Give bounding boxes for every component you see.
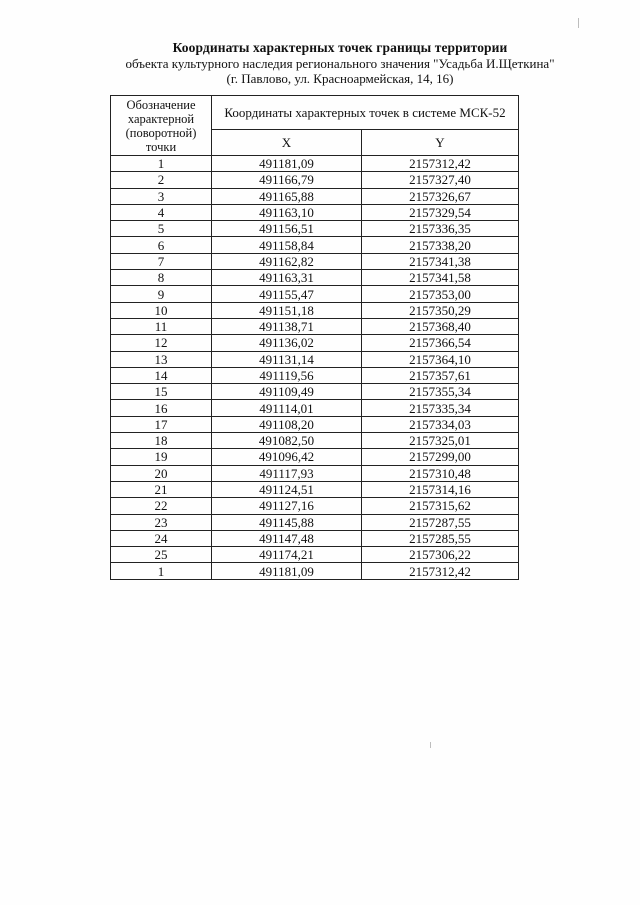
point-cell: 25: [111, 547, 212, 563]
x-coordinate-cell: 491117,93: [212, 465, 362, 481]
x-coordinate-cell: 491096,42: [212, 449, 362, 465]
x-coordinate-cell: 491119,56: [212, 367, 362, 383]
point-cell: 23: [111, 514, 212, 530]
table-row: [111, 270, 519, 286]
point-cell: 20: [111, 465, 212, 481]
x-coordinate-cell: 491165,88: [212, 188, 362, 204]
document-heading: [100, 39, 580, 86]
y-coordinate-cell: 2157299,00: [362, 449, 519, 465]
x-coordinate-cell: 491127,16: [212, 498, 362, 514]
scan-artifact: [578, 18, 579, 28]
x-coordinate-cell: 491108,20: [212, 416, 362, 432]
y-coordinate-cell: 2157327,40: [362, 172, 519, 188]
y-coordinate-cell: 2157312,42: [362, 156, 519, 172]
coordinate-system-header: Координаты характерных точек в системе МСК-52: [212, 96, 519, 130]
coordinates-table: [110, 95, 519, 580]
point-cell: 16: [111, 400, 212, 416]
table-row: [111, 253, 519, 269]
x-coordinate-cell: 491155,47: [212, 286, 362, 302]
point-cell: 24: [111, 530, 212, 546]
table-row: [111, 481, 519, 497]
x-coordinate-cell: 491145,88: [212, 514, 362, 530]
point-cell: 21: [111, 481, 212, 497]
table-row: [111, 416, 519, 432]
table-row: [111, 449, 519, 465]
table-row: [111, 563, 519, 579]
y-coordinate-cell: 2157285,55: [362, 530, 519, 546]
x-coordinate-cell: 491163,31: [212, 270, 362, 286]
y-coordinate-cell: 2157355,34: [362, 384, 519, 400]
table-row: [111, 156, 519, 172]
table-row: [111, 302, 519, 318]
x-coordinate-cell: 491147,48: [212, 530, 362, 546]
table-row: [111, 351, 519, 367]
point-cell: 19: [111, 449, 212, 465]
table-row: [111, 286, 519, 302]
x-coordinate-cell: 491124,51: [212, 481, 362, 497]
table-row: [111, 400, 519, 416]
point-cell: 8: [111, 270, 212, 286]
table-row: [111, 237, 519, 253]
point-cell: 6: [111, 237, 212, 253]
table-row: [111, 188, 519, 204]
table-row: [111, 514, 519, 530]
y-coordinate-cell: 2157310,48: [362, 465, 519, 481]
point-cell: 11: [111, 318, 212, 334]
x-coordinate-cell: 491151,18: [212, 302, 362, 318]
y-coordinate-cell: 2157366,54: [362, 335, 519, 351]
y-coordinate-cell: 2157350,29: [362, 302, 519, 318]
point-cell: 1: [111, 563, 212, 579]
x-column-header: X: [212, 130, 362, 156]
x-coordinate-cell: 491163,10: [212, 204, 362, 220]
x-coordinate-cell: 491109,49: [212, 384, 362, 400]
scan-artifact: [430, 742, 431, 748]
x-coordinate-cell: 491082,50: [212, 433, 362, 449]
x-coordinate-cell: 491162,82: [212, 253, 362, 269]
point-cell: 22: [111, 498, 212, 514]
y-coordinate-cell: 2157312,42: [362, 563, 519, 579]
x-coordinate-cell: 491181,09: [212, 156, 362, 172]
y-coordinate-cell: 2157364,10: [362, 351, 519, 367]
point-cell: 4: [111, 204, 212, 220]
y-coordinate-cell: 2157338,20: [362, 237, 519, 253]
point-cell: 10: [111, 302, 212, 318]
x-coordinate-cell: 491166,79: [212, 172, 362, 188]
y-coordinate-cell: 2157357,61: [362, 367, 519, 383]
point-cell: 17: [111, 416, 212, 432]
point-cell: 18: [111, 433, 212, 449]
point-cell: 7: [111, 253, 212, 269]
y-coordinate-cell: 2157336,35: [362, 221, 519, 237]
document-title: Координаты характерных точек границы территории: [172, 40, 508, 55]
coordinates-table-body: [111, 156, 519, 580]
y-coordinate-cell: 2157368,40: [362, 318, 519, 334]
y-coordinate-cell: 2157325,01: [362, 433, 519, 449]
y-coordinate-cell: 2157287,55: [362, 514, 519, 530]
y-coordinate-cell: 2157326,67: [362, 188, 519, 204]
point-cell: 9: [111, 286, 212, 302]
table-row: [111, 221, 519, 237]
x-coordinate-cell: 491158,84: [212, 237, 362, 253]
table-row: [111, 367, 519, 383]
document-subtitle: объекта культурного наследия регионального значения "Усадьба И.Щеткина": [125, 56, 555, 71]
point-cell: 15: [111, 384, 212, 400]
x-coordinate-cell: 491181,09: [212, 563, 362, 579]
y-coordinate-cell: 2157353,00: [362, 286, 519, 302]
x-coordinate-cell: 491131,14: [212, 351, 362, 367]
point-cell: 13: [111, 351, 212, 367]
y-coordinate-cell: 2157341,58: [362, 270, 519, 286]
table-row: [111, 530, 519, 546]
table-row: [111, 384, 519, 400]
y-coordinate-cell: 2157329,54: [362, 204, 519, 220]
point-cell: 5: [111, 221, 212, 237]
table-row: [111, 433, 519, 449]
y-coordinate-cell: 2157334,03: [362, 416, 519, 432]
y-coordinate-cell: 2157341,38: [362, 253, 519, 269]
x-coordinate-cell: 491138,71: [212, 318, 362, 334]
point-cell: 1: [111, 156, 212, 172]
point-cell: 2: [111, 172, 212, 188]
y-column-header: Y: [362, 130, 519, 156]
table-row: [111, 204, 519, 220]
table-row: [111, 465, 519, 481]
x-coordinate-cell: 491156,51: [212, 221, 362, 237]
point-cell: 12: [111, 335, 212, 351]
document-address: (г. Павлово, ул. Красноармейская, 14, 16): [226, 71, 454, 86]
table-row: [111, 498, 519, 514]
y-coordinate-cell: 2157306,22: [362, 547, 519, 563]
x-coordinate-cell: 491136,02: [212, 335, 362, 351]
table-row: [111, 318, 519, 334]
point-column-header: Обозначение характерной (поворотной) точки: [111, 96, 212, 156]
y-coordinate-cell: 2157314,16: [362, 481, 519, 497]
x-coordinate-cell: 491174,21: [212, 547, 362, 563]
y-coordinate-cell: 2157335,34: [362, 400, 519, 416]
table-row: [111, 335, 519, 351]
table-row: [111, 172, 519, 188]
point-cell: 14: [111, 367, 212, 383]
point-cell: 3: [111, 188, 212, 204]
y-coordinate-cell: 2157315,62: [362, 498, 519, 514]
x-coordinate-cell: 491114,01: [212, 400, 362, 416]
table-row: [111, 547, 519, 563]
